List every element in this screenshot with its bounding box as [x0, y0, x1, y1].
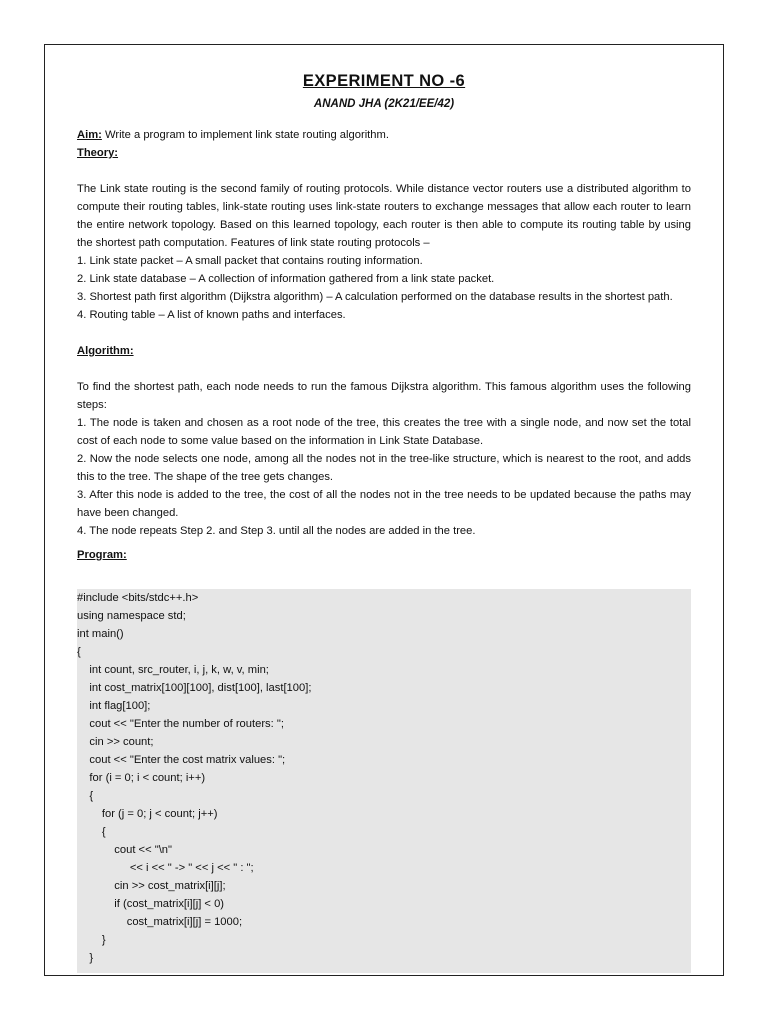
- aim-text: Write a program to implement link state routing algorithm.: [104, 129, 389, 141]
- algorithm-step: 2. Now the node selects one node, among all the nodes not in the tree-like structure, which is nearest to the root, and adds this to the tree. The shape of the tree gets changes.: [77, 453, 691, 483]
- algorithm-step: 1. The node is taken and chosen as a root node of the tree, this creates the tree with a single node, and now set the total cost of each node to some value based on the information in Link State Database.: [77, 417, 691, 447]
- code-line: if (cost_matrix[i][j] < 0): [77, 898, 225, 910]
- code-line: int flag[100];: [77, 700, 151, 712]
- algorithm-heading: Algorithm:: [77, 345, 134, 357]
- code-line: {: [77, 826, 106, 838]
- theory-paragraph: The Link state routing is the second family of routing protocols. While distance vector routers use a distributed algorithm to compute their routing tables, link-state routing uses link-state routers to exchange messages that allow each router to learn the entire network topology. Based on this learned topology, each router is then able to compute its routing table by using the shortest path computation. Features of link state routing protocols –: [77, 183, 691, 249]
- code-line: {: [77, 790, 94, 802]
- code-line: cout << "Enter the number of routers: ";: [77, 718, 284, 730]
- document-body: [77, 126, 691, 564]
- theory-heading: Theory:: [77, 147, 119, 159]
- code-line: << i << " -> " << j << " : ";: [77, 862, 254, 874]
- algorithm-intro: To find the shortest path, each node needs to run the famous Dijkstra algorithm. This famous algorithm uses the following steps:: [77, 381, 691, 411]
- code-block: [77, 589, 691, 973]
- code-line: using namespace std;: [77, 610, 186, 622]
- code-line: int cost_matrix[100][100], dist[100], last[100];: [77, 682, 312, 694]
- code-line: for (j = 0; j < count; j++): [77, 808, 218, 820]
- code-line: cout << "Enter the cost matrix values: ";: [77, 754, 286, 766]
- theory-item: 2. Link state database – A collection of information gathered from a link state packet.: [77, 273, 495, 285]
- author-line: ANAND JHA (2K21/EE/42): [313, 98, 455, 110]
- theory-item: 4. Routing table – A list of known paths and interfaces.: [77, 309, 346, 321]
- code-line: for (i = 0; i < count; i++): [77, 772, 206, 784]
- code-line: #include <bits/stdc++.h>: [77, 592, 199, 604]
- algorithm-step: 3. After this node is added to the tree, the cost of all the nodes not in the tree needs to be updated because the paths may have been changed.: [77, 489, 691, 519]
- theory-item: 1. Link state packet – A small packet that contains routing information.: [77, 255, 423, 267]
- code-line: }: [77, 952, 94, 964]
- program-heading: Program:: [77, 549, 127, 561]
- algorithm-step: 4. The node repeats Step 2. and Step 3. until all the nodes are added in the tree.: [77, 525, 476, 537]
- theory-item: 3. Shortest path first algorithm (Dijkstra algorithm) – A calculation performed on the database results in the shortest path.: [77, 291, 673, 303]
- code-line: int count, src_router, i, j, k, w, v, min;: [77, 664, 269, 676]
- code-line: cin >> cost_matrix[i][j];: [77, 880, 226, 892]
- aim-line: [77, 126, 691, 144]
- code-line: cost_matrix[i][j] = 1000;: [77, 916, 243, 928]
- code-line: }: [77, 934, 106, 946]
- code-line: cout << "\n": [77, 844, 173, 856]
- code-line: {: [77, 646, 81, 658]
- page-title: EXPERIMENT NO -6: [302, 72, 466, 90]
- code-line: int main(): [77, 628, 124, 640]
- code-line: cin >> count;: [77, 736, 154, 748]
- aim-label: Aim:: [77, 129, 102, 141]
